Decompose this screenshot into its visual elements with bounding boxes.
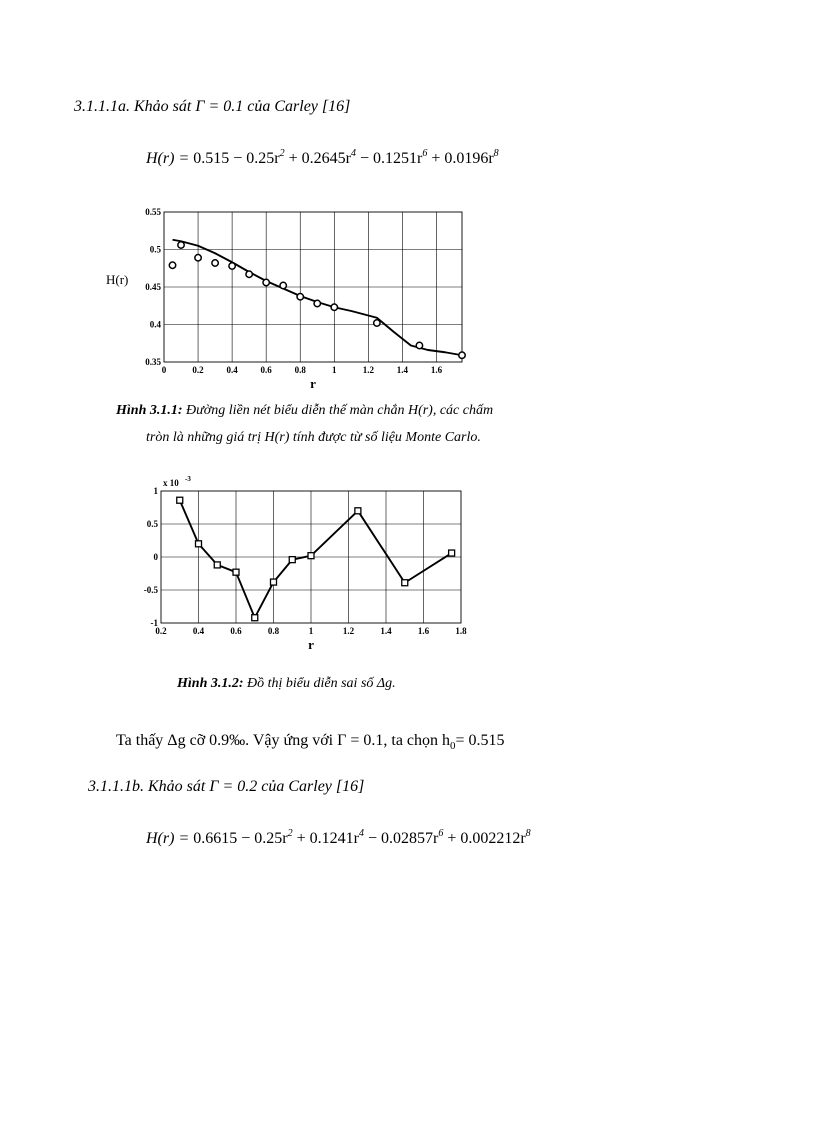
data-point-circle [169, 262, 175, 268]
equation-a-power4: 4 [350, 148, 356, 159]
data-point-circle [263, 279, 269, 285]
data-point-circle [280, 282, 286, 288]
x-axis-label: r [310, 376, 316, 391]
section-a-number: 3.1.1.1a. [74, 98, 130, 115]
figure-1-caption-line1 [116, 403, 493, 419]
data-point-circle [374, 320, 380, 326]
y-tick-label: 1 [153, 486, 158, 496]
x-tick-label: 0.2 [155, 626, 167, 636]
figure-1-caption-line2: tròn là những giá trị H(r) tính được từ số liệu Monte Carlo. [146, 430, 481, 445]
equation-b-term8: + 0.002212r [443, 830, 526, 847]
section-a-gamma-value: = 0.1 [208, 98, 244, 115]
equation-a-power6: 6 [422, 148, 428, 159]
figure-2-caption-text: Đồ thị biểu diễn sai số Δg. [247, 676, 396, 691]
data-point-circle [212, 260, 218, 266]
y-axis-label: H(r) [106, 272, 129, 287]
x-tick-label: 1.2 [362, 365, 374, 375]
x-tick-label: 0.6 [230, 626, 242, 636]
equation-b [146, 828, 531, 848]
x-tick-label: 1.2 [342, 626, 355, 636]
data-point-circle [178, 242, 184, 248]
y-tick-label: 0.55 [145, 207, 161, 217]
equation-b-c0: 0.6615 [193, 830, 238, 847]
data-point-square [402, 580, 408, 586]
section-b-heading [88, 778, 364, 796]
equation-b-term2: − 0.25r [237, 830, 288, 847]
section-a-title-post: của Carley [16] [247, 98, 351, 115]
x-axis-label: r [308, 637, 314, 652]
x-tick-label: 1.6 [417, 626, 430, 636]
equation-a-term2: − 0.25r [229, 150, 280, 167]
series-line [173, 240, 462, 356]
x-tick-label: 0.8 [267, 626, 280, 636]
x-tick-label: 0.2 [192, 365, 204, 375]
section-a-gamma-symbol: Γ [195, 98, 205, 115]
section-b-title-post: của Carley [16] [261, 778, 365, 795]
equation-b-power6: 6 [438, 828, 444, 839]
paragraph-text: Ta thấy Δg cỡ 0.9‰. Vậy ứng với Γ = 0.1, ta chọn h [116, 732, 451, 749]
y-tick-label: 0.45 [145, 282, 161, 292]
paragraph-tail: = 0.515 [455, 732, 505, 749]
equation-a-term8: + 0.0196r [427, 150, 494, 167]
y-tick-label: 0 [153, 552, 158, 562]
body-paragraph [116, 732, 505, 752]
section-b-gamma-value: = 0.2 [222, 778, 258, 795]
x-tick-label: 1.4 [396, 365, 409, 375]
y-tick-label: 0.5 [146, 519, 158, 529]
data-point-square [271, 579, 277, 585]
x-tick-label: 0.4 [192, 626, 205, 636]
equation-a [146, 148, 499, 168]
data-point-circle [246, 271, 252, 277]
y-tick-label: -1 [150, 618, 158, 628]
equation-a-term6: − 0.1251r [355, 150, 423, 167]
data-point-square [308, 553, 314, 559]
data-point-square [214, 562, 220, 568]
data-point-square [355, 508, 361, 514]
equation-b-power4: 4 [358, 828, 364, 839]
paragraph-subscript: 0 [450, 740, 456, 753]
figure-1-chart [100, 200, 480, 395]
data-point-circle [297, 294, 303, 300]
y-tick-label: 0.35 [145, 357, 161, 367]
y-tick-label: -0.5 [143, 585, 158, 595]
equation-a-power2: 2 [279, 148, 285, 159]
data-point-circle [229, 263, 235, 269]
x-tick-label: 0.8 [294, 365, 306, 375]
figure-2-chart [140, 476, 480, 660]
x-tick-label: 1.8 [455, 626, 467, 636]
x-tick-label: 1 [332, 365, 337, 375]
data-point-circle [195, 255, 201, 261]
x-tick-label: 0.4 [226, 365, 238, 375]
axis-scale-label: x 10 [163, 478, 179, 488]
equation-a-lhs: H(r) = [146, 150, 194, 167]
y-tick-label: 0.5 [149, 244, 161, 255]
equation-b-lhs: H(r) = [146, 830, 194, 847]
data-point-square [233, 569, 239, 575]
equation-a-c0: 0.515 [193, 150, 230, 167]
x-tick-label: 0 [161, 365, 167, 375]
equation-a-term4: + 0.2645r [284, 150, 351, 167]
section-a-title-pre: Khảo sát [134, 98, 192, 115]
data-point-circle [459, 352, 465, 358]
equation-a-power8: 8 [493, 148, 499, 159]
data-point-square [449, 550, 455, 556]
equation-b-term4: + 0.1241r [292, 830, 359, 847]
section-b-gamma-symbol: Γ [209, 778, 219, 795]
figure-1-caption-text1: Đường liền nét biểu diễn thế màn chắn H(r), các chấm [186, 403, 494, 418]
axis-scale-exponent: -3 [185, 476, 191, 483]
x-tick-label: 0.6 [260, 365, 272, 375]
data-point-square [196, 541, 202, 547]
data-point-circle [331, 304, 337, 310]
equation-b-power2: 2 [287, 828, 293, 839]
x-tick-label: 1.4 [380, 626, 392, 636]
data-point-circle [314, 300, 320, 306]
equation-b-power8: 8 [525, 828, 531, 839]
x-tick-label: 1.6 [430, 365, 443, 375]
data-point-square [289, 557, 295, 563]
section-b-number: 3.1.1.1b. [88, 778, 144, 795]
figure-1-caption-label: Hình 3.1.1: [116, 403, 183, 418]
figure-2-caption-label: Hình 3.1.2: [177, 676, 244, 691]
x-tick-label: 1 [308, 626, 314, 636]
section-a-heading [74, 98, 350, 116]
series-line [180, 500, 452, 617]
data-point-circle [416, 342, 422, 348]
data-point-square [252, 615, 258, 621]
figure-2-caption [177, 676, 396, 692]
section-b-title-pre: Khảo sát [148, 778, 206, 795]
data-point-square [177, 497, 183, 503]
y-tick-label: 0.4 [149, 319, 161, 330]
equation-b-term6: − 0.02857r [363, 830, 439, 847]
